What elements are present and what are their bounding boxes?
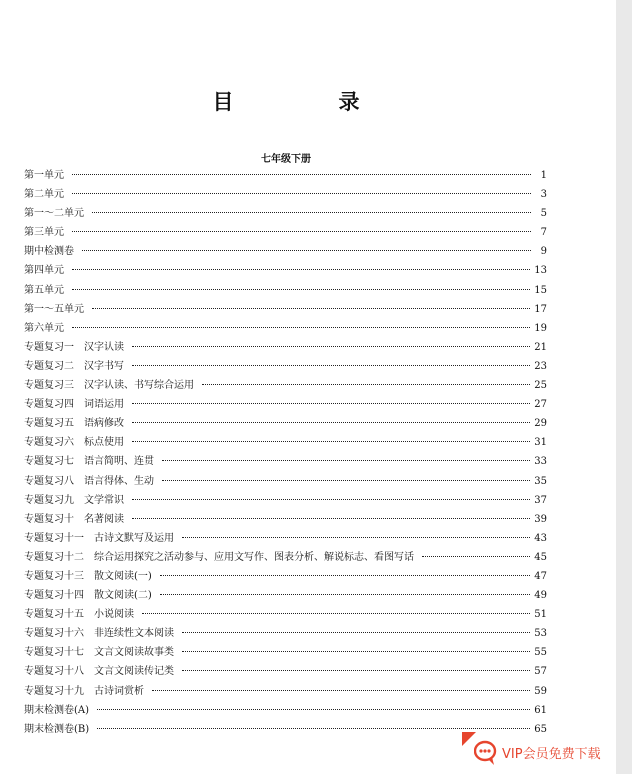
toc-entry[interactable]	[24, 414, 547, 433]
dot-leader	[82, 250, 531, 251]
toc-entry[interactable]	[24, 338, 547, 357]
toc-entry-page: 35	[534, 475, 547, 487]
toc-entry-page: 61	[534, 704, 547, 716]
toc-entry-label: 专题复习十一 古诗文默写及运用	[24, 532, 174, 544]
toc-entry-label: 期末检测卷(B)	[24, 723, 90, 735]
toc-entry-label: 专题复习十五 小说阅读	[24, 609, 134, 621]
toc-entry[interactable]	[24, 242, 547, 261]
dot-leader	[97, 728, 530, 729]
toc-entry[interactable]	[24, 662, 547, 681]
chat-bubble-icon	[474, 740, 498, 770]
dot-leader	[132, 499, 530, 500]
dot-leader	[132, 403, 530, 404]
table-of-contents	[24, 166, 547, 739]
dot-leader	[182, 651, 530, 652]
toc-entry-label: 专题复习七 语言简明、连贯	[24, 456, 154, 468]
dot-leader	[160, 575, 530, 576]
toc-entry-label: 专题复习十 名著阅读	[24, 513, 124, 525]
toc-entry-label: 第一单元	[24, 170, 64, 181]
dot-leader	[132, 346, 530, 347]
toc-entry-label: 专题复习六 标点使用	[24, 437, 124, 449]
toc-entry-page: 57	[534, 666, 547, 678]
toc-entry-label: 第五单元	[24, 284, 64, 296]
toc-entry[interactable]	[24, 510, 547, 529]
page-title: 目 录	[212, 89, 402, 114]
toc-entry-page: 39	[534, 513, 547, 525]
toc-entry-page: 3	[540, 189, 547, 201]
toc-entry-page: 51	[534, 609, 547, 621]
toc-entry-page: 29	[534, 418, 547, 430]
toc-entry[interactable]	[24, 682, 547, 701]
toc-entry-page: 53	[534, 628, 547, 640]
dot-leader	[72, 193, 531, 194]
toc-entry-label: 期中检测卷	[24, 246, 74, 258]
toc-entry-label: 专题复习九 文学常识	[24, 494, 124, 506]
toc-entry-label: 专题复习十九 古诗词赏析	[24, 685, 144, 697]
toc-entry[interactable]	[24, 643, 547, 662]
dot-leader	[142, 613, 530, 614]
dot-leader	[132, 441, 530, 442]
toc-entry-label: 第三单元	[24, 227, 64, 239]
dot-leader	[160, 594, 530, 595]
toc-entry[interactable]	[24, 491, 547, 510]
toc-entry[interactable]	[24, 357, 547, 376]
dot-leader	[422, 556, 530, 557]
toc-entry-page: 65	[534, 723, 547, 735]
toc-entry-page: 49	[534, 590, 547, 602]
toc-entry-page: 17	[534, 303, 547, 315]
dot-leader	[132, 365, 530, 366]
toc-entry[interactable]	[24, 586, 547, 605]
dot-leader	[97, 709, 530, 710]
toc-entry-page: 43	[534, 532, 547, 544]
grade-subtitle: 七年级下册	[261, 154, 311, 165]
dot-leader	[202, 384, 530, 385]
toc-entry-label: 专题复习十四 散文阅读(二)	[24, 590, 152, 602]
toc-entry-page: 15	[534, 284, 547, 296]
toc-entry-page: 33	[534, 456, 547, 468]
toc-entry[interactable]	[24, 605, 547, 624]
toc-entry-label: 第二单元	[24, 189, 64, 201]
toc-entry[interactable]	[24, 376, 547, 395]
dot-leader	[182, 537, 530, 538]
toc-entry-page: 55	[534, 647, 547, 659]
toc-entry-label: 第一～二单元	[24, 208, 84, 220]
toc-entry-label: 专题复习四 词语运用	[24, 399, 124, 411]
dot-leader	[72, 269, 530, 270]
toc-entry[interactable]	[24, 433, 547, 452]
dot-leader	[162, 460, 530, 461]
toc-entry[interactable]	[24, 529, 547, 548]
toc-entry[interactable]	[24, 223, 547, 242]
toc-entry-page: 31	[534, 437, 547, 449]
toc-entry-label: 第四单元	[24, 265, 64, 277]
toc-entry-label: 专题复习五 语病修改	[24, 418, 124, 430]
toc-entry-page: 5	[540, 208, 547, 220]
toc-entry-label: 第六单元	[24, 322, 64, 334]
toc-entry-page: 37	[534, 494, 547, 506]
toc-entry-label: 专题复习十六 非连续性文本阅读	[24, 628, 174, 640]
dot-leader	[152, 690, 530, 691]
toc-entry-label: 专题复习二 汉字书写	[24, 360, 124, 372]
dot-leader	[92, 212, 531, 213]
toc-entry[interactable]	[24, 701, 547, 720]
toc-entry-label: 专题复习十七 文言文阅读故事类	[24, 647, 174, 659]
toc-entry-page: 45	[534, 551, 547, 563]
toc-entry-page: 23	[534, 360, 547, 372]
toc-entry-label: 专题复习十二 综合运用探究之活动参与、应用文写作、图表分析、解说标志、看图写话	[24, 551, 414, 563]
page-edge-shade	[616, 0, 632, 774]
dot-leader	[72, 327, 530, 328]
watermark-text: VIP会员免费下载	[502, 747, 601, 762]
toc-entry-page: 59	[534, 685, 547, 697]
toc-entry[interactable]	[24, 166, 547, 185]
toc-entry-label: 专题复习十八 文言文阅读传记类	[24, 666, 174, 678]
toc-entry[interactable]	[24, 567, 547, 586]
toc-entry[interactable]	[24, 319, 547, 338]
toc-entry-page: 25	[534, 380, 547, 392]
toc-entry[interactable]	[24, 395, 547, 414]
toc-entry-label: 专题复习八 语言得体、生动	[24, 475, 154, 487]
toc-entry[interactable]	[24, 204, 547, 223]
toc-entry[interactable]	[24, 185, 547, 204]
vip-watermark[interactable]	[462, 732, 632, 774]
toc-entry[interactable]	[24, 281, 547, 300]
toc-entry[interactable]	[24, 472, 547, 491]
toc-entry-page: 1	[540, 170, 547, 181]
toc-entry[interactable]	[24, 300, 547, 319]
toc-entry-page: 9	[540, 246, 547, 258]
toc-entry-label: 第一～五单元	[24, 303, 84, 315]
dot-leader	[132, 422, 530, 423]
toc-entry-label: 专题复习十三 散文阅读(一)	[24, 570, 152, 582]
toc-entry-page: 7	[540, 227, 547, 239]
dot-leader	[72, 174, 531, 175]
dot-leader	[72, 289, 530, 290]
toc-entry-page: 13	[534, 265, 547, 277]
toc-entry-label: 专题复习一 汉字认读	[24, 341, 124, 353]
toc-entry-label: 专题复习三 汉字认读、书写综合运用	[24, 380, 194, 392]
toc-entry-page: 47	[534, 570, 547, 582]
toc-entry-page: 27	[534, 399, 547, 411]
toc-entry[interactable]	[24, 548, 547, 567]
dot-leader	[162, 480, 530, 481]
dot-leader	[132, 518, 530, 519]
dot-leader	[72, 231, 531, 232]
toc-entry[interactable]	[24, 624, 547, 643]
dot-leader	[182, 632, 530, 633]
dot-leader	[92, 308, 530, 309]
toc-entry-label: 期末检测卷(A)	[24, 704, 90, 716]
dot-leader	[182, 670, 530, 671]
toc-entry-page: 21	[534, 341, 547, 353]
toc-entry[interactable]	[24, 261, 547, 280]
toc-entry-page: 19	[534, 322, 547, 334]
toc-entry[interactable]	[24, 452, 547, 471]
